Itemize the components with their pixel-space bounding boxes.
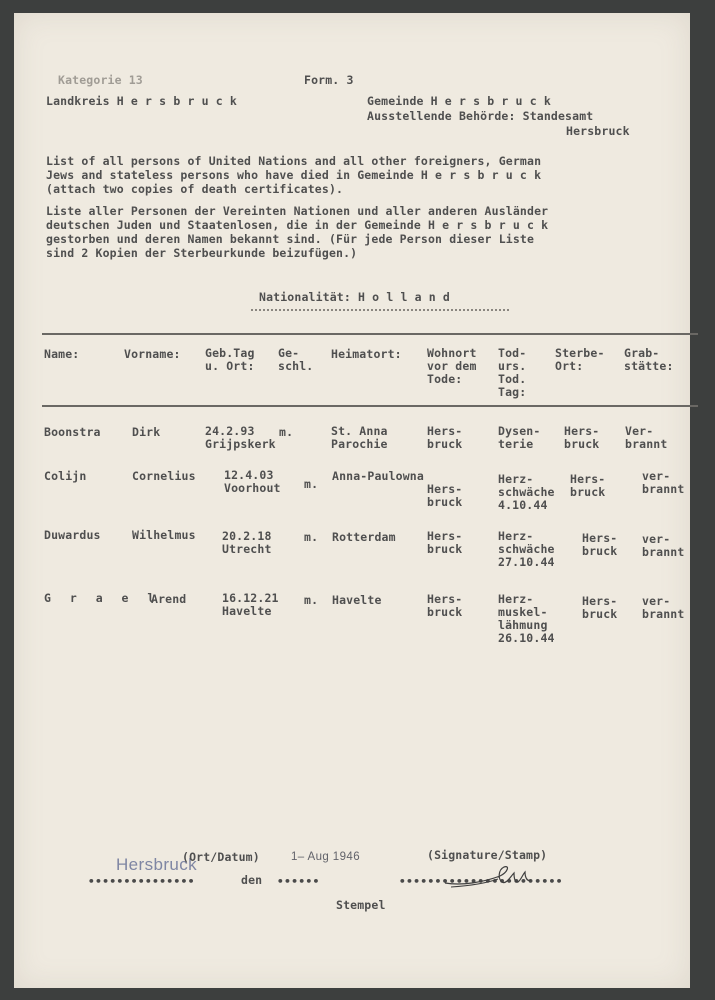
nationality-underline xyxy=(251,309,509,311)
cell-heimatort: Rotterdam xyxy=(332,530,396,544)
col-header-todesursache: Tod- urs. Tod. Tag: xyxy=(498,346,527,399)
cell-wohnort: Hers- bruck xyxy=(427,592,463,619)
cell-name: G r a e l xyxy=(44,591,161,605)
table-top-rule xyxy=(42,333,698,335)
stempel-label: Stempel xyxy=(336,898,386,912)
cell-vorname: Wilhelmus xyxy=(132,528,196,542)
cell-vorname: Dirk xyxy=(132,425,161,439)
signature-stamp-label: (Signature/Stamp) xyxy=(427,848,548,862)
cell-heimatort: St. Anna Parochie xyxy=(331,424,388,451)
cell-todesursache: Herz- muskel- lähmung 26.10.44 xyxy=(498,592,555,645)
landkreis-label: Landkreis H e r s b r u c k xyxy=(46,94,237,108)
intro-de-line-3: gestorben und deren Namen bekannt sind. (Für jede Person dieser Liste xyxy=(46,232,535,246)
cell-sterbeort: Hers- bruck xyxy=(582,531,618,558)
intro-de-line-1: Liste aller Personen der Vereinten Nationen und aller anderen Ausländer xyxy=(46,204,549,218)
cell-vorname: Cornelius xyxy=(132,469,196,483)
cell-todesursache: Dysen- terie xyxy=(498,424,541,451)
cell-grabstaette: ver- brannt xyxy=(642,469,685,496)
place-stamp: Hersbruck xyxy=(116,855,198,874)
cell-heimatort: Havelte xyxy=(332,593,382,607)
cell-geb: 12.4.03 Voorhout xyxy=(224,468,281,495)
date-stamp: 1– Aug 1946 xyxy=(291,851,360,863)
cell-heimatort: Anna-Paulowna xyxy=(332,469,424,483)
cell-geschl: m. xyxy=(304,530,319,544)
cell-geschl: m. xyxy=(279,425,294,439)
col-header-grabstaette: Grab- stätte: xyxy=(624,346,674,373)
cell-wohnort: Hers- bruck xyxy=(427,424,463,451)
intro-de-line-2: deutschen Juden und Staatenlosen, die in der Gemeinde H e r s b r u c k xyxy=(46,218,549,232)
col-header-wohnort: Wohnort vor dem Tode: xyxy=(427,346,477,386)
cell-name: Colijn xyxy=(44,469,87,483)
behoerde-label: Ausstellende Behörde: Standesamt xyxy=(367,109,594,123)
nationality-heading: Nationalität: H o l l a n d xyxy=(259,290,450,304)
den-label: den xyxy=(241,873,263,887)
cell-geschl: m. xyxy=(304,593,319,607)
col-header-geb: Geb.Tag u. Ort: xyxy=(205,346,255,373)
cell-geb: 20.2.18 Utrecht xyxy=(222,529,272,556)
form-number: Form. 3 xyxy=(304,73,354,87)
signature-dotted-line: ••••••••••••••••••••••• xyxy=(399,875,563,888)
ort-datum-label: (Ort/Datum) xyxy=(182,850,260,864)
cell-vorname: Arend xyxy=(151,592,187,606)
cell-todesursache: Herz- schwäche 4.10.44 xyxy=(498,472,555,512)
cell-sterbeort: Hers- bruck xyxy=(582,594,618,621)
gemeinde-label: Gemeinde H e r s b r u c k xyxy=(367,94,551,108)
cell-grabstaette: ver- brannt xyxy=(642,594,685,621)
intro-en-line-2: Jews and stateless persons who have died in Gemeinde H e r s b r u c k xyxy=(46,168,542,182)
col-header-name: Name: xyxy=(44,347,80,361)
document-page xyxy=(14,13,690,988)
ort-dotted-line: ••••••••••••••• xyxy=(88,875,195,888)
intro-en-line-1: List of all persons of United Nations and all other foreigners, German xyxy=(46,154,542,168)
cell-geschl: m. xyxy=(304,477,319,491)
cell-wohnort: Hers- bruck xyxy=(427,529,463,556)
cell-name: Boonstra xyxy=(44,425,101,439)
cell-geb: 24.2.93 Grijpskerk xyxy=(205,424,276,451)
behoerde-place: Hersbruck xyxy=(566,124,630,138)
handwritten-signature xyxy=(442,862,537,890)
datum-dotted-line: •••••• xyxy=(277,875,320,888)
col-header-heimatort: Heimatort: xyxy=(331,347,402,361)
table-header-rule xyxy=(42,405,698,407)
cell-geb: 16.12.21 Havelte xyxy=(222,591,279,618)
col-header-sterbeort: Sterbe- Ort: xyxy=(555,346,605,373)
intro-en-line-3: (attach two copies of death certificates). xyxy=(46,182,344,196)
cell-wohnort: Hers- bruck xyxy=(427,482,463,509)
col-header-vorname: Vorname: xyxy=(124,347,181,361)
cell-sterbeort: Hers- bruck xyxy=(570,472,606,499)
cell-name: Duwardus xyxy=(44,528,101,542)
cell-todesursache: Herz- schwäche 27.10.44 xyxy=(498,529,555,569)
col-header-geschl: Ge- schl. xyxy=(278,346,314,373)
cell-sterbeort: Hers- bruck xyxy=(564,424,600,451)
cell-grabstaette: ver- brannt xyxy=(642,532,685,559)
cell-grabstaette: Ver- brannt xyxy=(625,424,668,451)
kategorie-label: Kategorie 13 xyxy=(58,73,143,87)
intro-de-line-4: sind 2 Kopien der Sterbeurkunde beizufügen.) xyxy=(46,246,358,260)
